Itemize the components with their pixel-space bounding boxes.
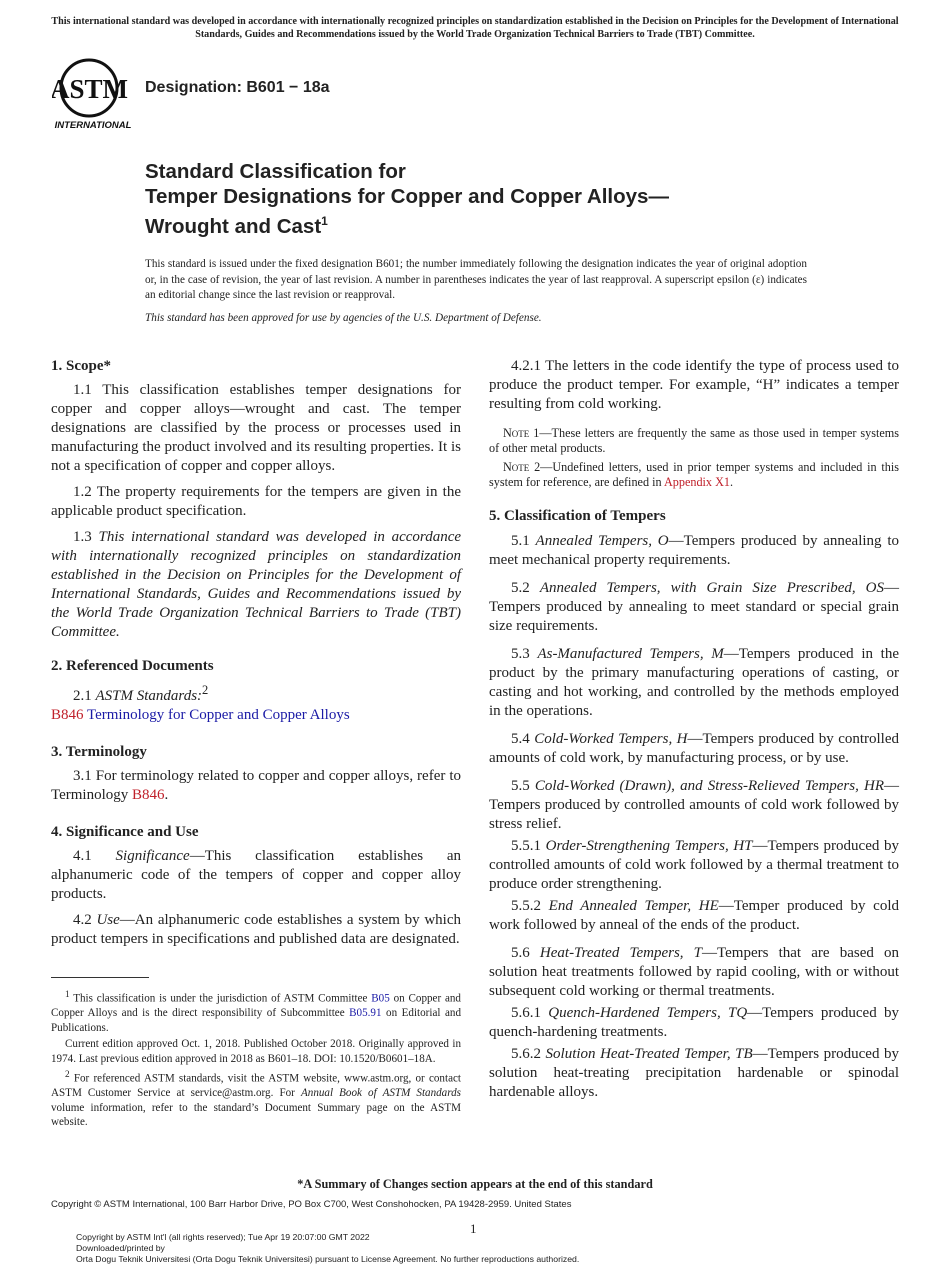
- terminology-link[interactable]: B846: [132, 787, 165, 803]
- ref-title-link[interactable]: Terminology for Copper and Copper Alloys: [87, 707, 350, 723]
- page-title: [145, 160, 845, 239]
- para-5-5: 5.5 Cold-Worked (Drawn), and Stress-Relieved Tempers, HR—Tempers produced by controlled amounts of cold work followed by stress relief.: [489, 778, 900, 832]
- para-5-6-2: 5.6.2 Solution Heat-Treated Temper, TB—Tempers produced by solution heat-treating precipitation hardenable or spinodal hardenable alloys.: [489, 1046, 899, 1100]
- download-line-3: Orta Dogu Teknik Universitesi (Orta Dogu Teknik Universitesi) pursuant to License Agreement. No further reproductions authorized.: [76, 1254, 580, 1264]
- footnotes: [51, 988, 461, 1130]
- page-number: 1: [470, 1221, 477, 1236]
- footnote-2: $^2$ For referenced ASTM standards, visit the ASTM website, www.astm.org, or contact ASTM Customer Service at service@astm.org. For Annual Book of ASTM Standards volume information, refer to the standard’s Document Summary page on the ASTM website.: [51, 1070, 462, 1129]
- right-column: [489, 357, 899, 1102]
- section-1-heading: 1. Scope*: [51, 358, 111, 374]
- para-5-2: 5.2 Annealed Tempers, with Grain Size Prescribed, OS—Tempers produced by annealing to meet standard or special grain size requirements.: [489, 580, 899, 634]
- footnote-1: $^1$ This classification is under the jurisdiction of ASTM Committee B05 on Copper and Copper Alloys and is the direct responsibility of Subcommittee B05.91 on Editorial and Publications.: [51, 990, 461, 1034]
- para-4-1: 4.1 Significance—This classification establishes an alphanumeric code of the tempers of copper and copper alloy products.: [51, 848, 462, 902]
- appendix-link[interactable]: Appendix X1: [663, 475, 730, 489]
- para-1-3: 1.3 This international standard was developed in accordance with internationally recognized principles on standardization established in the Decision on Principles for the Development of International Standards, Guides and Recommendations issued by the World Trade Organization Technical Barriers to Trade (TBT) Committee.: [51, 529, 462, 640]
- title-line-2: Temper Designations for Copper and Copper Alloys—: [145, 184, 669, 208]
- summary-of-changes-note: *A Summary of Changes section appears at the end of this standard: [297, 1177, 653, 1191]
- note-1: Note 1—These letters are frequently the same as those used in temper systems of other metal products.: [489, 426, 900, 455]
- top-note: This international standard was developed in accordance with internationally recognized principles on standardization established in the Decision on Principles for the Development of International Standards, Guides and Recommendations issued by the World Trade Organization Technical Barriers to Trade (TBT) Committee.: [51, 16, 899, 40]
- designation: Designation: B601 − 18a: [145, 79, 330, 96]
- reference-b846[interactable]: [51, 706, 461, 725]
- ref-code-link[interactable]: B846: [51, 707, 84, 723]
- issuance-statement: This standard is issued under the fixed designation B601; the number immediately following the designation indicates the year of original adoption or, in the case of revision, the year of last revision. A number in parentheses indicates the year of last reapproval. A superscript epsilon (ε) indicates an editorial change since the last revision or reapproval.: [145, 258, 807, 301]
- section-4-heading: 4. Significance and Use: [51, 824, 199, 840]
- para-5-6-1: 5.6.1 Quench-Hardened Tempers, TQ—Tempers produced by quench-hardening treatments.: [489, 1005, 899, 1040]
- section-3-heading: 3. Terminology: [51, 744, 147, 760]
- title-footnote-mark: 1: [321, 214, 328, 228]
- logo-text: ASTM: [52, 74, 129, 104]
- section-2-heading: 2. Referenced Documents: [51, 658, 214, 674]
- para-5-3: 5.3 As-Manufactured Tempers, M—Tempers produced in the product by the primary manufacturing operations of casting, or casting and hot working, and controlled by the methods employed in the operations.: [489, 646, 900, 719]
- para-5-5-2: 5.5.2 End Annealed Temper, HE—Temper produced by cold work followed by anneal of the ends of the product.: [489, 898, 900, 933]
- left-column: [51, 357, 461, 949]
- footnote-divider: [51, 977, 149, 978]
- para-2-1: 2.1 ASTM Standards:$^2$: [73, 683, 209, 704]
- title-line-3: Wrought and Cast$^1$: [145, 214, 328, 238]
- download-line-1: Copyright by ASTM Int'l (all rights reserved); Tue Apr 19 20:07:00 GMT 2022: [76, 1232, 370, 1242]
- para-1-1: 1.1 This classification establishes temper designations for copper and copper alloys—wrought and cast. The temper designations are classified by the process or processes used in manufacturing the product involved and its resulting properties. It is not a specification of copper and copper alloys.: [51, 382, 461, 474]
- footnote-1-edition: Current edition approved Oct. 1, 2018. Published October 2018. Originally approved in 1974. Last previous edition approved in 2018 as B601–18. DOI: 10.1520/B0601–18A.: [51, 1038, 461, 1065]
- para-4-2: 4.2 Use—An alphanumeric code establishes a system by which product tempers in specifications and published data are designated.: [51, 912, 462, 947]
- section-5-heading: 5. Classification of Tempers: [489, 508, 666, 524]
- astm-logo: [52, 58, 134, 130]
- para-5-5-1: 5.5.1 Order-Strengthening Tempers, HT—Tempers produced by controlled amounts of cold work followed by a thermal treatment to produce order strengthening.: [489, 838, 899, 892]
- subcommittee-link[interactable]: B05.91: [349, 1007, 382, 1020]
- note-2: Note 2—Undefined letters, used in prior temper systems and included in this system for reference, are defined in Appendix X1.: [489, 460, 899, 489]
- para-4-2-1: 4.2.1 The letters in the code identify the type of process used to produce the product temper. For example, “H” indicates a temper resulting from cold working.: [489, 358, 899, 412]
- title-line-1: Standard Classification for: [145, 160, 406, 183]
- dod-approval: This standard has been approved for use by agencies of the U.S. Department of Defense.: [145, 312, 542, 324]
- logo-subtext: INTERNATIONAL: [54, 120, 132, 130]
- committee-link[interactable]: B05: [371, 992, 390, 1005]
- para-1-2: 1.2 The property requirements for the tempers are given in the applicable product specification.: [51, 484, 461, 519]
- para-5-1: 5.1 Annealed Tempers, O—Tempers produced by annealing to meet mechanical property requirements.: [489, 533, 900, 568]
- para-5-4: 5.4 Cold-Worked Tempers, H—Tempers produced by controlled amounts of cold work, by manufacturing process, or by use.: [489, 731, 900, 766]
- download-notice: [76, 1232, 579, 1265]
- copyright-line: Copyright © ASTM International, 100 Barr Harbor Drive, PO Box C700, West Conshohocken, PA 19428-2959. United States: [51, 1199, 572, 1210]
- para-5-6: 5.6 Heat-Treated Tempers, T—Tempers that are based on solution heat treatments followed by rapid cooling, with or without subsequent cold working or thermal treatments.: [489, 945, 900, 999]
- para-3-1: 3.1 For terminology related to copper and copper alloys, refer to Terminology B846.: [51, 768, 461, 803]
- download-line-2: Downloaded/printed by: [76, 1243, 165, 1253]
